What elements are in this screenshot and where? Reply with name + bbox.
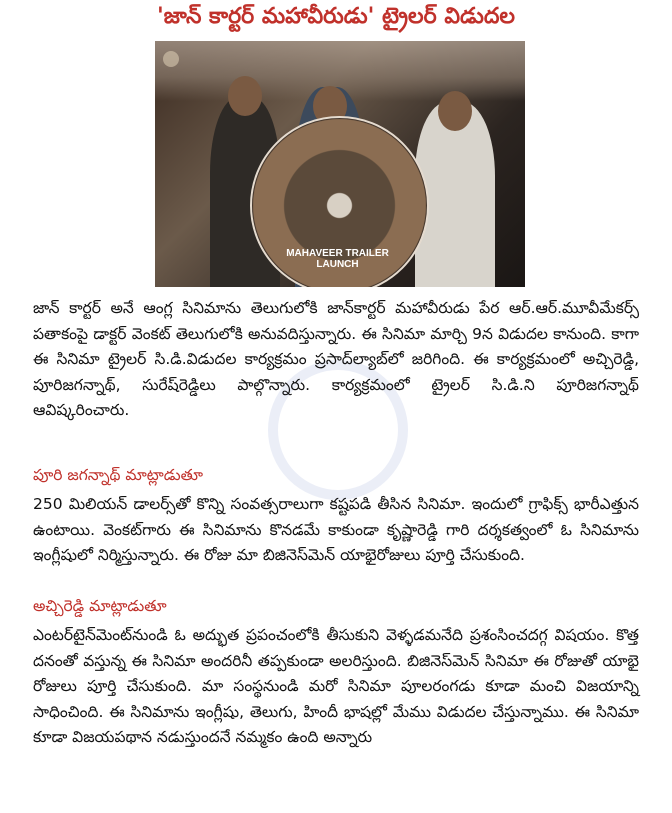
photo-watermark-logo — [163, 51, 179, 67]
disc-label: MAHAVEER TRAILER LAUNCH — [286, 248, 389, 270]
paragraph-achchireddy: ఎంటర్‌టైన్‌మెంట్‌నుండి ఓ అద్భుత ప్రపంచంలోకి తీసుకుని వెళ్ళడమనేది ప్రశంసించదగ్గ విషయం. కొత్త దనంతో వస్తున్న ఈ సినిమా అందరినీ తప్పకుండా అలరిస్తుంది. బిజినెస్‌మెన్ సినిమా ఈ రోజుతో యాభై రోజులు పూర్తి చేసుకుంది. మా సంస్థనుండి మరో సినిమా పూలరంగడు కూడా మంచి విజయాన్ని సాధించింది. ఈ సినిమాను ఇంగ్లీషు, తెలుగు, హిందీ భాషల్లో మేము విడుదల చేస్తున్నాము. ఈ సినిమా కూడా విజయపథాన నడుస్తుందనే నమ్మకం ఉంది అన్నారు — [33, 626, 639, 746]
person-left-head — [228, 76, 262, 116]
heading-achchireddy: అచ్చిరెడ్డి మాట్లాడుతూ — [33, 597, 167, 615]
heading-puri: పూరి జగన్నాథ్ మాట్లాడుతూ — [33, 466, 203, 484]
article-title: 'జాన్ కార్టర్ మహావీరుడు' ట్రైలర్ విడుదల — [157, 4, 515, 29]
paragraph-intro: జాన్ కార్టర్ అనే ఆంగ్ల సినిమాను తెలుగులోకి జాన్‌కార్టర్ మహావీరుడు పేర ఆర్.ఆర్.మూవీమేకర్స్ పతాకంపై డాక్టర్ వెంకట్ తెలుగులోకి అనువదిస్తున్నారు. ఈ సినిమా మార్చి 9న విడుదల కానుంది. కాగా ఈ సినిమా ట్రైలర్ సి.డి.విడుదల కార్యక్రమం ప్రసాద్‌ల్యాబ్‌లో జరిగింది. ఈ కార్యక్రమంలో అచ్చిరెడ్డి, పూరిజగన్నాథ్, సురేష్‌రెడ్డిలు పాల్గొన్నారు. కార్యక్రమంలో ట్రైలర్ సి.డి.ని పూరిజగన్నాథ్ ఆవిష్కరించారు. — [33, 299, 639, 419]
paragraph-puri: 250 మిలియన్ డాలర్స్‌తో కొన్ని సంవత్సరాలుగా కష్టపడి తీసిన సినిమా. ఇందులో గ్రాఫిక్స్ భారీఎత్తున ఉంటాయి. వెంకట్‌గారు ఈ సినిమాను కొనడమే కాకుండా కృష్ణారెడ్డి గారి దర్శకత్వంలో ఓ సినిమాను ఇంగ్లీషులో నిర్మిస్తున్నారు. ఈ రోజు మా బిజినెస్‌మెన్ యాభైరోజులు పూర్తి చేసుకుంది. — [33, 495, 639, 564]
event-photo — [155, 41, 525, 287]
person-right-head — [438, 91, 472, 131]
